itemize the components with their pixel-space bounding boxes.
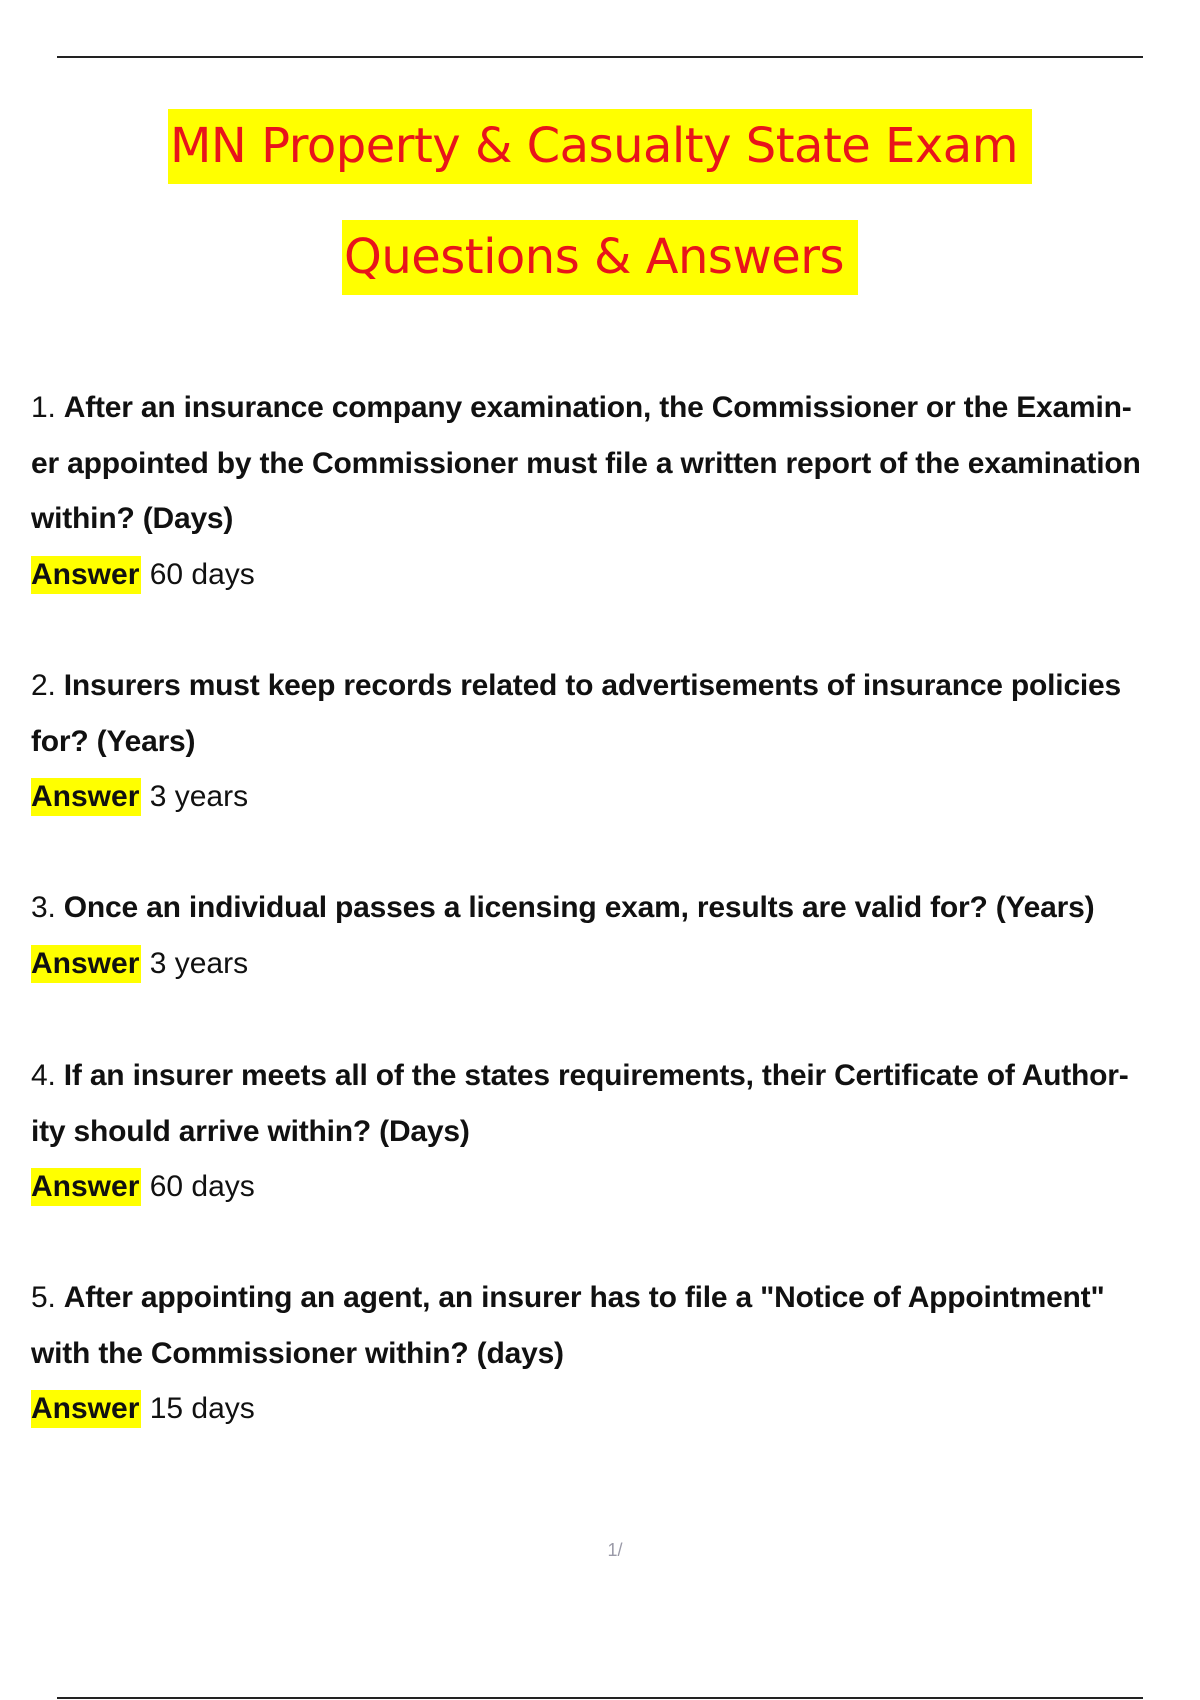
question-line: [31, 1104, 1200, 1160]
answer-line: [31, 547, 1200, 603]
document-title: [0, 109, 1200, 184]
question-number: 2.: [31, 669, 56, 702]
answer-label: Answer: [31, 556, 141, 594]
question-number: 1.: [31, 391, 56, 424]
question-line: [31, 1048, 1200, 1104]
title-line-1: MN Property & Casualty State Exam: [168, 109, 1032, 184]
question-text: Insurers must keep records related to advertisements of insurance policies: [63, 669, 1122, 702]
question-line: [31, 436, 1200, 492]
top-rule: [57, 56, 1143, 58]
document-subtitle: [0, 220, 1200, 295]
question-block: [31, 1048, 1200, 1215]
answer-value: 3 years: [149, 780, 249, 814]
question-text: er appointed by the Commissioner must file a written report of the examination: [31, 446, 1141, 480]
question-text: ity should arrive within? (Days): [31, 1114, 470, 1148]
answer-line: [31, 1381, 1200, 1437]
answer-line: [31, 769, 1200, 825]
question-text: After an insurance company examination, the Commissioner or the Examin-: [63, 391, 1132, 424]
question-text: with the Commissioner within? (days): [31, 1336, 564, 1370]
answer-label: Answer: [31, 778, 141, 816]
question-number: 4.: [31, 1059, 56, 1092]
page-number: 1/: [607, 1540, 623, 1560]
question-block: [31, 1270, 1200, 1437]
question-text: If an insurer meets all of the states requirements, their Certificate of Author-: [63, 1059, 1129, 1092]
question-line: [31, 1270, 1200, 1326]
answer-value: 60 days: [149, 1170, 255, 1204]
question-number: 3.: [31, 891, 56, 924]
question-text: for? (Years): [31, 724, 196, 758]
question-line: [31, 380, 1200, 436]
answer-line: [31, 1159, 1200, 1215]
answer-value: 15 days: [149, 1392, 255, 1426]
question-text: Once an individual passes a licensing exam, results are valid for? (Years): [63, 891, 1095, 924]
question-text: within? (Days): [31, 502, 234, 536]
question-line: [31, 1326, 1200, 1382]
question-number: 5.: [31, 1281, 56, 1314]
question-line: [31, 491, 1200, 547]
answer-value: 60 days: [149, 558, 255, 592]
question-line: [31, 658, 1200, 714]
answer-value: 3 years: [149, 946, 249, 980]
title-line-2: Questions & Answers: [342, 220, 858, 295]
answer-label: Answer: [31, 1390, 141, 1428]
question-line: [31, 880, 1200, 936]
bottom-rule: [57, 1697, 1143, 1699]
question-block: [31, 658, 1200, 825]
question-text: After appointing an agent, an insurer has to file a "Notice of Appointment": [63, 1281, 1105, 1314]
answer-label: Answer: [31, 1168, 141, 1206]
question-block: [31, 880, 1200, 991]
question-line: [31, 714, 1200, 770]
answer-label: Answer: [31, 945, 141, 983]
answer-line: [31, 936, 1200, 992]
question-block: [31, 380, 1200, 603]
